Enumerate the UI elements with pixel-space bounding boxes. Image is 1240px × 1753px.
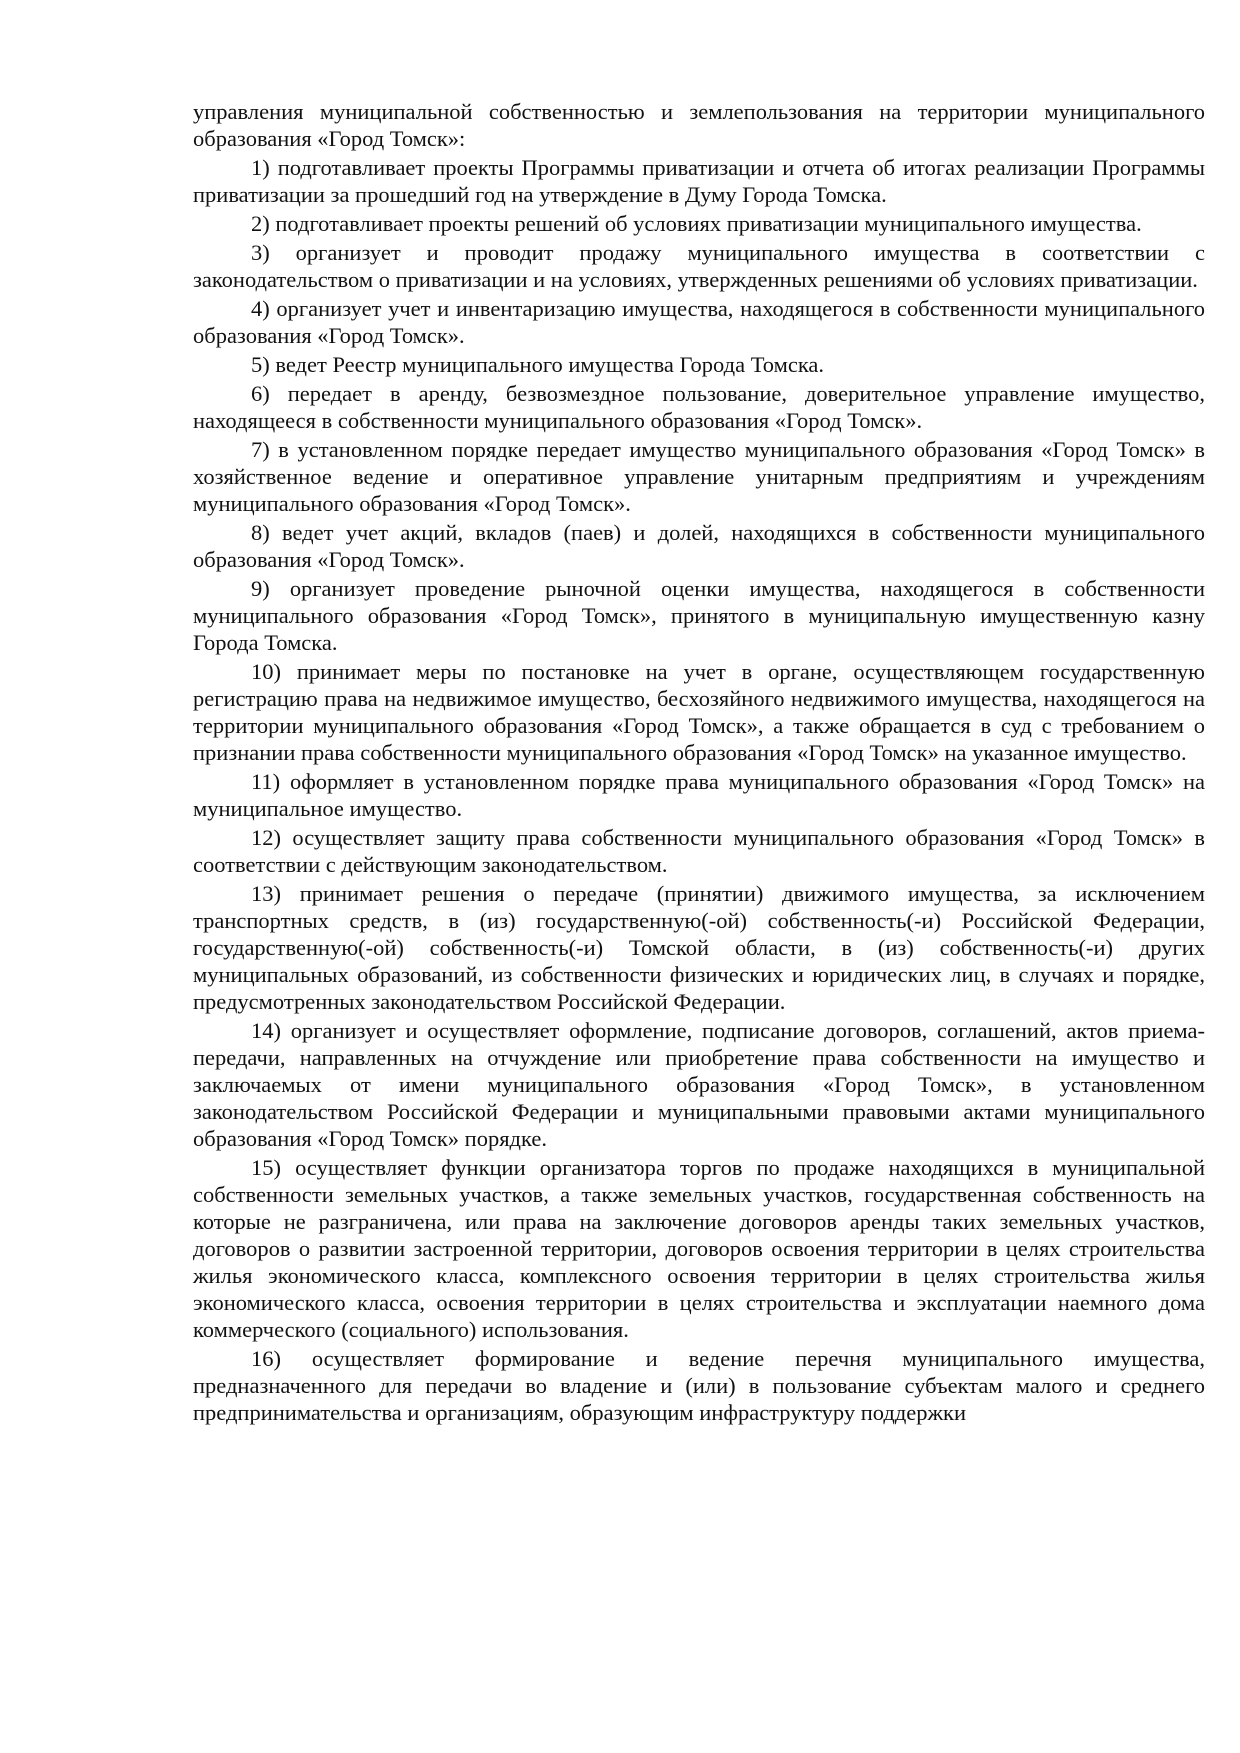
item-number: 7) xyxy=(251,437,270,462)
list-item-5 xyxy=(193,351,1205,378)
item-text: оформляет в установленном порядке права муниципального образования «Город Томск» на муниципальное имущество. xyxy=(193,769,1205,821)
item-number: 11) xyxy=(251,769,281,794)
item-text: организует и осуществляет оформление, подписание договоров, соглашений, актов приема-передачи, направленных на отчуждение или приобретение права собственности на имущество и заключаемых от имени муниципального образования «Город Томск», в установленном законодательством Российской Федерации и муниципальными правовыми актами муниципального образования «Город Томск» порядке. xyxy=(193,1018,1205,1151)
item-text: организует и проводит продажу муниципального имущества в соответствии с законодательством о приватизации и на условиях, утвержденных решениями об условиях приватизации. xyxy=(193,240,1205,292)
list-item-15 xyxy=(193,1154,1205,1343)
item-number: 5) xyxy=(251,352,270,377)
item-number: 10) xyxy=(251,659,281,684)
item-number: 16) xyxy=(251,1346,281,1371)
list-item-12 xyxy=(193,824,1205,878)
item-text: принимает решения о передаче (принятии) движимого имущества, за исключением транспортных средств, в (из) государственную(-ой) собственность(-и) Российской Федерации, государственную(-ой) собственность(-и) Томской области, в (из) собственность(-и) других муниципальных образований, из собственности физических и юридических лиц, в случаях и порядке, предусмотренных законодательством Российской Федерации. xyxy=(193,881,1205,1014)
item-text: подготавливает проекты решений об условиях приватизации муниципального имущества. xyxy=(275,211,1142,236)
item-number: 14) xyxy=(251,1018,281,1043)
item-text: осуществляет защиту права собственности муниципального образования «Город Томск» в соответствии с действующим законодательством. xyxy=(193,825,1206,877)
list-item-13 xyxy=(193,880,1205,1015)
item-text: подготавливает проекты Программы приватизации и отчета об итогах реализации Программы приватизации за прошедший год на утверждение в Думу Города Томска. xyxy=(193,155,1206,207)
list-item-16 xyxy=(193,1345,1205,1426)
item-number: 13) xyxy=(251,881,281,906)
list-item-8 xyxy=(193,519,1205,573)
list-item-11 xyxy=(193,768,1205,822)
list-item-6 xyxy=(193,380,1205,434)
list-item-14 xyxy=(193,1017,1205,1152)
item-number: 3) xyxy=(251,240,270,265)
item-text: осуществляет формирование и ведение перечня муниципального имущества, предназначенного для передачи во владение и (или) в пользование субъектам малого и среднего предпринимательства и организациям, образующим инфраструктуру поддержки xyxy=(193,1346,1206,1425)
item-number: 9) xyxy=(251,576,270,601)
item-number: 2) xyxy=(251,211,270,236)
item-number: 8) xyxy=(251,520,270,545)
item-text: ведет Реестр муниципального имущества Города Томска. xyxy=(275,352,825,377)
list-item-9 xyxy=(193,575,1205,656)
list-item-10 xyxy=(193,658,1205,766)
item-text: организует учет и инвентаризацию имущества, находящегося в собственности муниципального образования «Город Томск». xyxy=(193,296,1205,348)
item-text: осуществляет функции организатора торгов по продаже находящихся в муниципальной собственности земельных участков, а также земельных участков, государственная собственность на которые не разграничена, или права на заключение договоров аренды таких земельных участков, договоров о развитии застроенной территории, договоров освоения территории в целях строительства жилья экономического класса, комплексного освоения территории в целях строительства жилья экономического класса, освоения территории в целях строительства и эксплуатации наемного дома коммерческого (социального) использования. xyxy=(193,1155,1205,1342)
item-number: 12) xyxy=(251,825,281,850)
list-item-1 xyxy=(193,154,1205,208)
item-number: 15) xyxy=(251,1155,281,1180)
item-text: ведет учет акций, вкладов (паев) и долей, находящихся в собственности муниципального образования «Город Томск». xyxy=(193,520,1205,572)
intro-paragraph: управления муниципальной собственностью и землепользования на территории муниципального образования «Город Томск»: xyxy=(193,99,1205,151)
item-number: 4) xyxy=(251,296,270,321)
item-text: принимает меры по постановке на учет в органе, осуществляющем государственную регистрацию права на недвижимое имущество, бесхозяйного недвижимого имущества, находящегося на территории муниципального образования «Город Томск», а также обращается в суд с требованием о признании права собственности муниципального образования «Город Томск» на указанное имущество. xyxy=(193,659,1205,765)
list-item-4 xyxy=(193,295,1205,349)
item-text: в установленном порядке передает имущество муниципального образования «Город Томск» в хозяйственное ведение и оперативное управление унитарным предприятиям и учреждениям муниципального образования «Город Томск». xyxy=(193,437,1205,516)
item-number: 6) xyxy=(251,381,270,406)
item-number: 1) xyxy=(251,155,270,180)
document-body xyxy=(193,98,1205,1428)
item-text: организует проведение рыночной оценки имущества, находящегося в собственности муниципального образования «Город Томск», принятого в муниципальную имущественную казну Города Томска. xyxy=(193,576,1205,655)
item-text: передает в аренду, безвозмездное пользование, доверительное управление имущество, находящееся в собственности муниципального образования «Город Томск». xyxy=(193,381,1206,433)
list-item-3 xyxy=(193,239,1205,293)
list-item-2 xyxy=(193,210,1205,237)
list-item-7 xyxy=(193,436,1205,517)
